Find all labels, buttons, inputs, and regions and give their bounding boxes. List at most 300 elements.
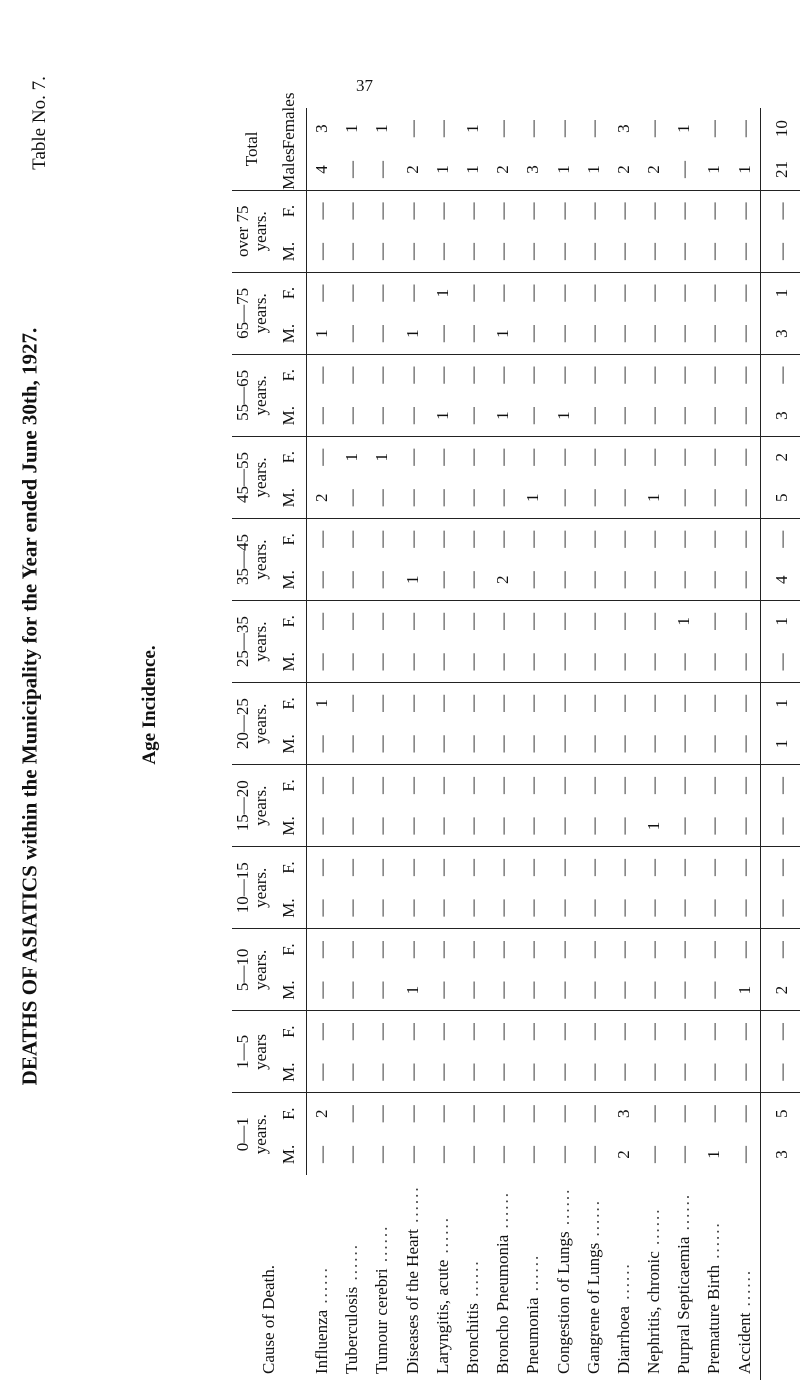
table-cell: — xyxy=(674,530,694,548)
table-cell: — xyxy=(462,1105,482,1123)
table-cell: — xyxy=(462,694,482,712)
table-cell: — xyxy=(518,313,548,354)
cause-label xyxy=(428,1175,458,1380)
table-cell: — xyxy=(307,724,338,765)
table-cell: — xyxy=(458,1052,488,1093)
leader-dots: ...... xyxy=(342,1243,362,1287)
table-row xyxy=(669,108,699,1380)
table-cell: 2 xyxy=(760,436,800,477)
table-cell: — xyxy=(523,284,543,302)
table-cell: — xyxy=(337,149,367,190)
table-cell: — xyxy=(639,1052,669,1093)
cause-label xyxy=(488,1175,518,1380)
table-cell: — xyxy=(548,231,578,272)
table-cell: — xyxy=(760,231,800,272)
table-cell: — xyxy=(493,694,513,712)
age-group-range: over 75 xyxy=(233,205,252,258)
table-cell: — xyxy=(342,941,362,959)
table-cell: — xyxy=(372,366,392,384)
table-cell: — xyxy=(734,776,754,794)
table-cell: — xyxy=(458,642,488,683)
table-cell: — xyxy=(342,694,362,712)
table-number-label: Table No. 7. xyxy=(29,76,50,170)
table-cell: 1 xyxy=(398,313,428,354)
table-cell: — xyxy=(428,313,458,354)
table-cell: — xyxy=(337,642,367,683)
table-cell: — xyxy=(432,448,452,466)
table-cell: — xyxy=(548,560,578,601)
totals-label-cell xyxy=(760,1175,800,1380)
table-cell: — xyxy=(553,941,573,959)
table-row xyxy=(609,108,639,1380)
table-cell: — xyxy=(583,859,603,877)
table-cell: — xyxy=(342,284,362,302)
table-row xyxy=(639,108,669,1380)
table-cell: — xyxy=(553,612,573,630)
table-cell: — xyxy=(312,1023,332,1041)
table-cell: — xyxy=(372,776,392,794)
table-cell: 1 xyxy=(398,970,428,1011)
table-cell: — xyxy=(699,970,729,1011)
table-cell: — xyxy=(402,530,422,548)
table-cell: — xyxy=(398,888,428,929)
male-header: M. xyxy=(272,395,307,436)
table-cell: — xyxy=(579,395,609,436)
age-group-header xyxy=(232,519,272,601)
table-cell: — xyxy=(523,448,543,466)
age-group-unit: years. xyxy=(251,949,270,990)
table-cell: — xyxy=(579,724,609,765)
leader-dots: ...... xyxy=(402,1185,422,1230)
table-cell: — xyxy=(523,202,543,220)
age-group-header xyxy=(232,765,272,847)
table-cell: — xyxy=(312,612,332,630)
cause-text: Bronchitis xyxy=(462,1303,482,1374)
table-cell: 1 xyxy=(548,149,578,190)
table-cell: — xyxy=(367,970,397,1011)
table-cell: — xyxy=(760,847,800,888)
age-group-range: 55—65 xyxy=(233,369,252,421)
table-cell: — xyxy=(669,395,699,436)
table-cell: — xyxy=(704,1023,724,1041)
table-cell: — xyxy=(367,642,397,683)
table-cell: — xyxy=(432,612,452,630)
table-cell: — xyxy=(704,530,724,548)
cause-text: Gangrene of Lungs xyxy=(583,1242,603,1374)
table-cell: — xyxy=(518,724,548,765)
table-cell: — xyxy=(462,448,482,466)
table-cell: 2 xyxy=(312,1109,332,1118)
table-cell: — xyxy=(548,477,578,518)
age-group-header xyxy=(232,354,272,436)
table-cell: — xyxy=(553,694,573,712)
table-cell: 1 xyxy=(398,560,428,601)
table-cell: — xyxy=(493,120,513,138)
age-group-range: 35—45 xyxy=(233,534,252,586)
table-cell: 1 xyxy=(579,149,609,190)
leader-dots: ...... xyxy=(583,1199,603,1243)
cause-text: Diseases of the Heart xyxy=(402,1229,422,1374)
cause-text: Pneumonia xyxy=(523,1297,543,1374)
table-row xyxy=(398,108,428,1380)
table-cell: — xyxy=(609,888,639,929)
table-cell: — xyxy=(729,313,760,354)
table-cell: — xyxy=(523,1145,543,1163)
table-cell: — xyxy=(734,612,754,630)
table-cell: — xyxy=(402,366,422,384)
cause-label xyxy=(609,1175,639,1380)
table-cell: — xyxy=(462,941,482,959)
cause-text: Purpral Septicaemia xyxy=(674,1236,694,1374)
table-cell: — xyxy=(462,612,482,630)
table-cell: — xyxy=(609,560,639,601)
cause-label xyxy=(367,1175,397,1380)
table-cell: 2 xyxy=(639,149,669,190)
table-cell: 1 xyxy=(518,477,548,518)
table-cell: — xyxy=(644,202,664,220)
age-group-range: 0—1 xyxy=(233,1117,252,1152)
table-cell: — xyxy=(704,202,724,220)
table-cell: 1 xyxy=(342,124,362,133)
table-cell: — xyxy=(553,120,573,138)
table-cell: — xyxy=(372,941,392,959)
table-cell: — xyxy=(488,888,518,929)
table-cell: — xyxy=(458,970,488,1011)
table-cell: — xyxy=(644,694,664,712)
table-cell: — xyxy=(367,477,397,518)
table-cell: — xyxy=(518,231,548,272)
table-cell: 2 xyxy=(613,1150,633,1159)
table-cell: — xyxy=(402,859,422,877)
table-cell: — xyxy=(579,477,609,518)
age-group-range: 1—5 xyxy=(233,1034,252,1069)
table-cell: — xyxy=(523,694,543,712)
age-group-header xyxy=(232,929,272,1011)
table-row xyxy=(548,108,578,1380)
table-cell: — xyxy=(699,806,729,847)
table-cell: — xyxy=(337,970,367,1011)
age-group-range: 20—25 xyxy=(233,698,252,750)
table-cell: — xyxy=(432,530,452,548)
table-cell: — xyxy=(307,888,338,929)
table-cell: — xyxy=(583,1145,603,1163)
table-cell: — xyxy=(553,284,573,302)
table-cell: — xyxy=(462,1145,482,1163)
table-cell: — xyxy=(432,366,452,384)
table-cell: — xyxy=(462,776,482,794)
table-cell: — xyxy=(760,1011,800,1052)
table-cell: — xyxy=(729,1052,760,1093)
female-header: F. xyxy=(272,847,307,888)
table-cell: — xyxy=(307,806,338,847)
table-cell: 1 xyxy=(372,124,392,133)
table-cell: — xyxy=(699,395,729,436)
table-cell: — xyxy=(367,806,397,847)
cause-of-death-header: Cause of Death. xyxy=(259,1264,279,1374)
totals-row xyxy=(760,108,800,1380)
age-group-unit: years. xyxy=(251,211,270,252)
leader-dots: ...... xyxy=(674,1192,694,1237)
age-group-unit: years. xyxy=(251,1114,270,1155)
table-cell: — xyxy=(613,859,633,877)
table-cell: — xyxy=(583,694,603,712)
table-cell: — xyxy=(493,530,513,548)
leader-dots: ...... xyxy=(493,1190,513,1235)
table-row xyxy=(579,108,609,1380)
table-cell: — xyxy=(432,1023,452,1041)
table-row xyxy=(367,108,397,1380)
table-cell: 3 xyxy=(760,1134,800,1175)
table-cell: — xyxy=(398,395,428,436)
table-cell: — xyxy=(402,1023,422,1041)
table-cell: — xyxy=(674,1023,694,1041)
cause-label xyxy=(518,1175,548,1380)
table-cell: — xyxy=(674,859,694,877)
cause-label xyxy=(579,1175,609,1380)
cause-text: Diarrhoea xyxy=(613,1306,633,1374)
table-cell: — xyxy=(548,970,578,1011)
table-cell: — xyxy=(760,642,800,683)
table-cell: 4 xyxy=(760,560,800,601)
table-cell: — xyxy=(518,560,548,601)
table-cell: — xyxy=(312,284,332,302)
male-header: M. xyxy=(272,1052,307,1093)
female-header: F. xyxy=(272,354,307,395)
table-cell: — xyxy=(402,202,422,220)
table-cell: 4 xyxy=(307,149,338,190)
age-group-header xyxy=(232,1011,272,1093)
age-group-range: 65—75 xyxy=(233,287,252,339)
table-cell: — xyxy=(402,612,422,630)
table-cell: — xyxy=(553,448,573,466)
cause-label xyxy=(307,1175,338,1380)
table-cell: 1 xyxy=(699,149,729,190)
table-cell: — xyxy=(312,202,332,220)
table-cell: — xyxy=(674,448,694,466)
table-cell: — xyxy=(579,1052,609,1093)
age-group-unit: years. xyxy=(251,621,270,662)
table-cell: 2 xyxy=(609,149,639,190)
table-cell: 3 xyxy=(613,1109,633,1118)
female-header: F. xyxy=(272,190,307,231)
table-cell: — xyxy=(553,1023,573,1041)
table-cell: — xyxy=(337,313,367,354)
table-cell: — xyxy=(307,970,338,1011)
cause-text: Congestion of Lungs xyxy=(553,1231,573,1374)
table-cell: — xyxy=(337,560,367,601)
table-cell: — xyxy=(337,1052,367,1093)
table-cell: — xyxy=(613,202,633,220)
table-cell: — xyxy=(428,642,458,683)
table-cell: — xyxy=(493,448,513,466)
table-cell: — xyxy=(548,724,578,765)
table-cell: — xyxy=(734,1023,754,1041)
table-cell: — xyxy=(579,888,609,929)
leader-dots: ...... xyxy=(523,1253,543,1298)
table-cell: — xyxy=(734,941,754,959)
table-cell: — xyxy=(367,888,397,929)
table-cell: — xyxy=(583,120,603,138)
age-group-unit: years. xyxy=(251,375,270,416)
page-number: 37 xyxy=(356,76,373,95)
age-group-header xyxy=(232,108,272,190)
table-cell: — xyxy=(760,354,800,395)
table-cell: — xyxy=(402,941,422,959)
table-cell: 2 xyxy=(398,149,428,190)
table-cell: — xyxy=(428,970,458,1011)
table-cell: — xyxy=(644,1023,664,1041)
table-cell: — xyxy=(704,859,724,877)
table-cell: — xyxy=(462,530,482,548)
table-cell: 3 xyxy=(312,124,332,133)
table-cell: — xyxy=(307,395,338,436)
table-cell: 3 xyxy=(518,149,548,190)
table-cell: — xyxy=(307,1052,338,1093)
table-cell: — xyxy=(432,694,452,712)
table-cell: — xyxy=(699,1052,729,1093)
age-group-unit: years. xyxy=(251,785,270,826)
table-row xyxy=(458,108,488,1380)
table-cell: — xyxy=(458,313,488,354)
table-cell: — xyxy=(613,941,633,959)
table-cell: — xyxy=(729,560,760,601)
table-cell: — xyxy=(699,888,729,929)
table-cell: — xyxy=(342,1105,362,1123)
table-cell: — xyxy=(398,1052,428,1093)
table-cell: — xyxy=(488,724,518,765)
table-cell: — xyxy=(462,859,482,877)
table-cell: — xyxy=(583,530,603,548)
table-cell: — xyxy=(493,776,513,794)
table-cell: — xyxy=(523,120,543,138)
male-header: M. xyxy=(272,888,307,929)
table-cell: — xyxy=(342,202,362,220)
table-cell: — xyxy=(669,642,699,683)
table-cell: — xyxy=(548,313,578,354)
table-cell: — xyxy=(402,776,422,794)
table-cell: — xyxy=(432,941,452,959)
table-cell: — xyxy=(493,202,513,220)
age-group-unit: years. xyxy=(251,867,270,908)
table-cell: — xyxy=(639,231,669,272)
table-cell: — xyxy=(372,612,392,630)
table-cell: — xyxy=(458,888,488,929)
table-cell: — xyxy=(493,1105,513,1123)
table-cell: — xyxy=(518,888,548,929)
table-cell: — xyxy=(669,149,699,190)
table-cell: — xyxy=(402,284,422,302)
table-cell: — xyxy=(428,724,458,765)
table-cell: — xyxy=(312,448,332,466)
table-cell: — xyxy=(729,231,760,272)
table-cell: — xyxy=(609,231,639,272)
table-cell: — xyxy=(674,284,694,302)
table-cell: — xyxy=(432,1105,452,1123)
cause-label xyxy=(639,1175,669,1380)
age-incidence-table xyxy=(232,92,800,1380)
table-cell: 1 xyxy=(729,970,760,1011)
age-group-range: 5—10 xyxy=(233,948,252,992)
table-cell: 1 xyxy=(307,313,338,354)
male-header: M. xyxy=(272,313,307,354)
table-cell: — xyxy=(553,859,573,877)
table-cell: 1 xyxy=(639,806,669,847)
table-cell: — xyxy=(644,1105,664,1123)
table-cell: 1 xyxy=(760,724,800,765)
table-cell: — xyxy=(307,231,338,272)
table-cell: — xyxy=(579,560,609,601)
female-header: F. xyxy=(272,929,307,970)
table-row xyxy=(699,108,729,1380)
cause-text: Influenza xyxy=(311,1309,331,1374)
age-group-unit: years. xyxy=(251,293,270,334)
cause-label xyxy=(699,1175,729,1380)
table-cell: — xyxy=(488,477,518,518)
table-cell: — xyxy=(579,313,609,354)
table-cell: — xyxy=(367,395,397,436)
table-cell: — xyxy=(488,231,518,272)
table-cell: — xyxy=(493,366,513,384)
table-cell: — xyxy=(553,366,573,384)
table-cell: — xyxy=(579,806,609,847)
table-cell: 1 xyxy=(312,699,332,708)
table-cell: — xyxy=(493,941,513,959)
table-cell: — xyxy=(432,1145,452,1163)
table-cell: — xyxy=(458,231,488,272)
leader-dots: ...... xyxy=(432,1216,452,1260)
table-cell: — xyxy=(583,284,603,302)
table-cell: — xyxy=(644,1145,664,1163)
table-cell: — xyxy=(583,941,603,959)
table-cell: — xyxy=(372,202,392,220)
table-cell: — xyxy=(669,970,699,1011)
page-title: DEATHS OF ASIATICS within the Municipality for the Year ended June 30th, 1927. xyxy=(17,327,42,1086)
table-cell: — xyxy=(493,612,513,630)
table-cell: — xyxy=(644,776,664,794)
table-cell: — xyxy=(734,448,754,466)
table-cell: 1 xyxy=(548,395,578,436)
table-cell: — xyxy=(613,284,633,302)
table-cell: — xyxy=(704,448,724,466)
table-cell: — xyxy=(669,313,699,354)
age-group-range: Total xyxy=(242,131,261,167)
table-cell: — xyxy=(372,859,392,877)
female-header: F. xyxy=(272,519,307,560)
table-cell: — xyxy=(734,859,754,877)
table-cell: — xyxy=(462,366,482,384)
male-header: M. xyxy=(272,1134,307,1175)
table-cell: — xyxy=(367,313,397,354)
table-cell: — xyxy=(367,149,397,190)
female-header: F. xyxy=(272,1093,307,1134)
table-cell: 2 xyxy=(307,477,338,518)
table-cell: — xyxy=(699,560,729,601)
cause-label xyxy=(398,1175,428,1380)
table-cell: — xyxy=(432,202,452,220)
table-cell: 2 xyxy=(760,970,800,1011)
table-cell: — xyxy=(342,612,362,630)
cause-text: Tumour cerebri xyxy=(372,1268,392,1374)
table-cell: — xyxy=(674,366,694,384)
table-cell: — xyxy=(432,120,452,138)
table-cell: — xyxy=(367,560,397,601)
male-header: M. xyxy=(272,806,307,847)
table-cell: — xyxy=(734,530,754,548)
age-group-header xyxy=(232,272,272,354)
table-cell: — xyxy=(553,1145,573,1163)
table-cell: 21 xyxy=(760,149,800,190)
total-males-header: Males xyxy=(272,149,307,190)
